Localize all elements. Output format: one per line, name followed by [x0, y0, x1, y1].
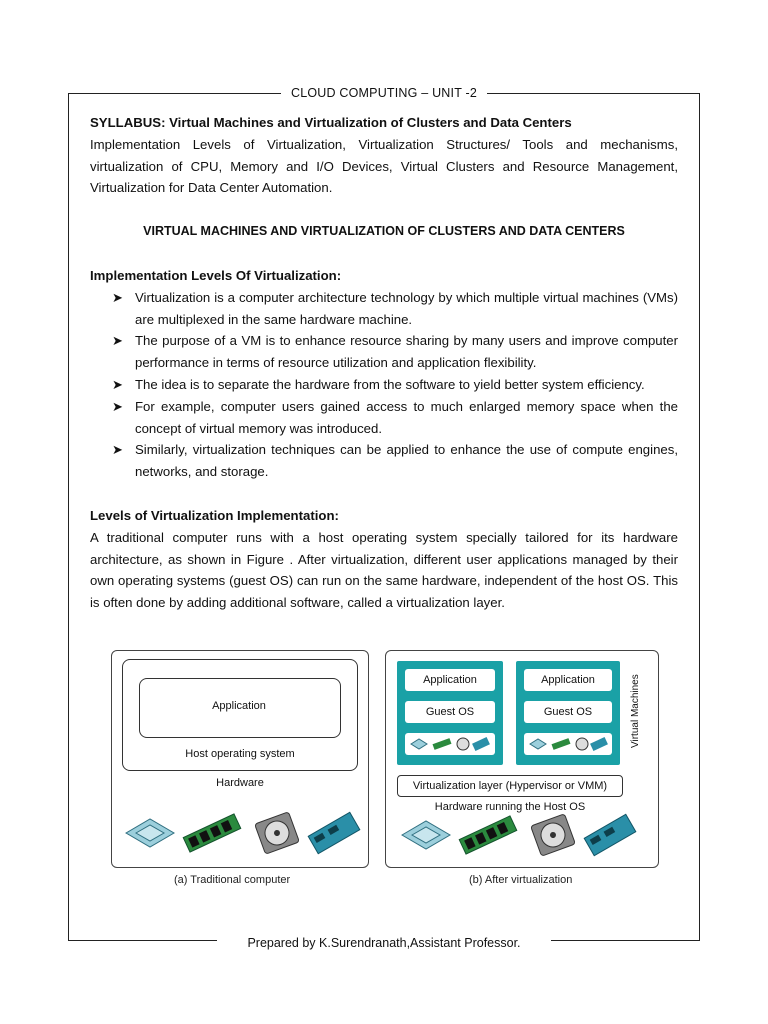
section2-body: A traditional computer runs with a host operating system specially tailored for its hardware architecture, as shown in Figure . After virtualization, different user applications managed by their own operating systems (guest OS) can run on the same hardware, independent of the host OS. This is often done by adding additional software, called a virtualization layer. — [90, 529, 678, 611]
disk-icon — [531, 814, 576, 856]
memory-icon — [459, 816, 517, 854]
section1-bullets — [90, 287, 678, 483]
vm2-guest-os: Guest OS — [524, 701, 612, 723]
caption-virtualized: (b) After virtualization — [469, 874, 573, 886]
hardware-label: Hardware — [216, 777, 264, 789]
memory-icon — [183, 814, 241, 852]
syllabus-lead: SYLLABUS: Virtual Machines and Virtualization of Clusters and Data Centers — [90, 115, 572, 130]
disk-icon — [255, 812, 300, 854]
traditional-computer-panel — [111, 650, 369, 868]
hardware-icons-left — [122, 809, 362, 859]
virtualized-panel — [385, 650, 659, 868]
vm2-hardware — [524, 733, 612, 755]
list-item: ➤ The purpose of a VM is to enhance resource sharing by many users and improve computer performance in terms of resource utilization and application flexibility. — [90, 330, 678, 374]
list-item: ➤ Virtualization is a computer architecture technology by which multiple virtual machines (VMs) are multiplexed in the same hardware machine. — [90, 287, 678, 331]
header-title: CLOUD COMPUTING – UNIT -2 — [281, 86, 487, 100]
cpu-icon — [126, 819, 174, 847]
host-hardware-label: Hardware running the Host OS — [434, 801, 586, 813]
network-card-icon — [472, 737, 490, 751]
arrow-bullet-icon: ➤ — [112, 376, 123, 392]
list-item: ➤ For example, computer users gained access to much enlarged memory space when the concept of virtual memory was introduced. — [90, 396, 678, 440]
section1-heading: Implementation Levels Of Virtualization: — [90, 267, 342, 283]
application-label: Application — [212, 700, 266, 712]
arrow-bullet-icon: ➤ — [112, 289, 123, 305]
memory-icon — [552, 738, 571, 750]
virtual-machines-label: Virtual Machines — [630, 674, 641, 748]
section2-heading: Levels of Virtualization Implementation: — [90, 507, 339, 523]
page-content — [90, 112, 678, 614]
footer-text: Prepared by K.Surendranath,Assistant Professor. — [217, 936, 550, 950]
virtual-machine-2 — [516, 661, 620, 765]
page-footer — [0, 934, 768, 952]
main-heading: VIRTUAL MACHINES AND VIRTUALIZATION OF CLUSTERS AND DATA CENTERS — [143, 224, 625, 239]
caption-traditional: (a) Traditional computer — [174, 874, 291, 886]
hardware-icons-right — [398, 811, 638, 861]
virtualization-layer: Virtualization layer (Hypervisor or VMM) — [397, 775, 623, 797]
cpu-icon — [402, 821, 450, 849]
memory-icon — [433, 738, 452, 750]
arrow-bullet-icon: ➤ — [112, 398, 123, 414]
disk-icon — [576, 738, 588, 750]
host-os-label: Host operating system — [185, 748, 295, 760]
list-item: ➤ Similarly, virtualization techniques can be applied to enhance the use of compute engines, networks, and storage. — [90, 439, 678, 483]
network-card-icon — [590, 737, 608, 751]
vm1-guest-os: Guest OS — [405, 701, 495, 723]
arrow-bullet-icon: ➤ — [112, 333, 123, 349]
page-header — [0, 84, 768, 102]
vm2-application: Application — [524, 669, 612, 691]
network-card-icon — [308, 812, 360, 853]
cpu-icon — [530, 739, 546, 749]
vm1-hardware — [405, 733, 495, 755]
cpu-icon — [411, 739, 427, 749]
arrow-bullet-icon: ➤ — [112, 442, 123, 458]
virtualization-figure — [108, 648, 660, 898]
network-card-icon — [584, 814, 636, 855]
disk-icon — [457, 738, 469, 750]
virtual-machine-1 — [397, 661, 503, 765]
host-os-box — [122, 659, 358, 771]
vm1-application: Application — [405, 669, 495, 691]
list-item: ➤ The idea is to separate the hardware from the software to yield better system efficiency. — [90, 374, 678, 396]
syllabus-body: Implementation Levels of Virtualization, Virtualization Structures/ Tools and mechanisms, virtualization of CPU, Memory and I/O Devices, Virtual Clusters and Resource Management, Virtualization for Data Center Automation. — [90, 136, 678, 196]
